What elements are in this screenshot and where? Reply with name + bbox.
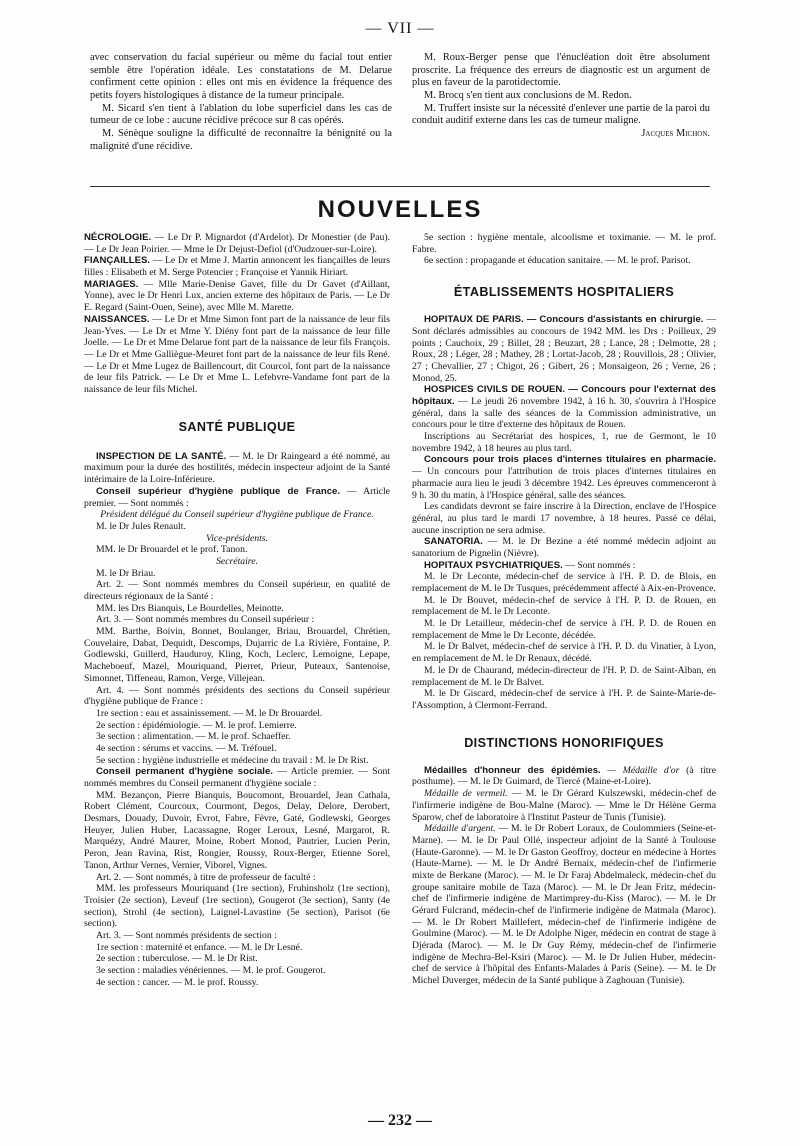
appointment-line: M. le Dr Balvet, médecin-chef de service à l'H. P. D. du Vinatier, à Lyon, en remplacement de M. le Dr Renaux, décédé. [412,641,716,665]
permanent-names: MM. Bezançon, Pierre Bianquis, Boucomont, Brouardel, Jean Cathala, Robert Clément, Courcoux, Courmont, Degos, Delay, Delore, Derobert, Desmars, Douady, Duvoir, Evrot, Fabre, Fèvre, Gaté, Godlewski, Georges Heuyer, Julien Huber, Lacassagne, Roger Leroux, Lesné, Margarot, R. Marquézy, André Maurer, Moine, Robert Monod, Pautrier, Lucien Perin, Peron, Jean Ravina, Rist, Rongier, Roussy, Roux-Berger, Etienne Sorel, Tanon, Arthur Vernes, Vernier, Viborel, Vignes. [84,789,390,871]
argent-text: — M. le Dr Robert Loraux, de Coulommiers (Seine-et-Marne). — M. le Dr Paul Ollé, inspecteur adjoint de la Santé à Toulouse (Haute-Garonne). — M. le Dr Gaston Geoffroy, docteur en médecine à Hortes (Haute-Marne). — M. le Dr André Bernaix, médecin-chef de l'infirmerie mixte de Berkane (Maroc). — M. le Dr Faraj Abdelmaleck, médecin-chef du groupe sanitaire mobile de Taza (Maroc). — M. le Dr Jean Fritz, médecin-chef de l'infirmerie indigène de Martimprey-du-Kiss (Maroc). — M. le Dr Gérard Fulcrand, médecin-chef de l'infirmerie indigène de Matmala (Maroc). — M. le Dr Robert Maillefert, médecin-chef de l'infirmerie indigène de Goulmine (Maroc). — M. le Dr Adolphe Niger, médecin en contrat de stage à Djérada (Maroc). — M. le Dr Guy Rémy, médecin-chef de l'infirmerie indigène de Mechra-Bel-Ksiri (Maroc). — M. le Dr Julien Huber, médecin-chef de service à l'hôpital des Enfants-Malades à Paris (Seine). — M. le Dr Michel Duverger, médecin de la Santé publique à Zaghouan (Tunisie). [412,823,717,987]
rouen-inscriptions: Inscriptions au Secrétariat des hospices, 1, rue de Germont, le 10 novembre 1942, à 18 heures au plus tard. [412,431,716,454]
permanent-article-2: Art. 2. — Sont nommés, à titre de professeur de faculté : [96,871,316,883]
permanent-article-3: Art. 3. — Sont nommés présidents de section : [96,929,277,941]
top-left-paragraph: M. Sénèque souligne la difficulté de reconnaître la bénignité ou la malignité d'une récidive. [90,128,392,152]
psychiatriques-heading: HOPITAUX PSYCHIATRIQUES. [424,559,563,571]
page-number: — 232 — [368,1112,432,1129]
fiancailles-text: — Le Dr et Mme J. Martin annoncent les fiançailles de leurs filles : Elisabeth et M. Serge Potencier ; Françoise et Yannik Hiriart. [84,255,390,279]
vermeil-heading: Médaille de vermeil. [424,788,508,800]
appointment-line: M. le Dr Giscard, médecin-chef de service à l'H. P. de Sainte-Marie-de-l'Assomption, à Clermont-Ferrand. [412,688,716,711]
president-name: M. le Dr Jules Renault. [96,520,186,532]
hopitaux-paris-text: — Sont déclarés admissibles au concours de 1942 MM. les Drs : Poilleux, 29 points ; Cauchoix, 29 ; Billet, 28 ; Beuzart, 28 ; Lance, 28 ; Delmotte, 28 ; Roux, 28 ; Léger, 28 ; Mathey, 28 ; Lortat-Jacob, 28 ; Rouvillois, 28 ; Olivier, 27 ; Chevallier, 27 ; Chigot, 26 ; Gibert, 26 ; Monsaigeon, 26 ; Verne, 26 ; Monod, 25. [412,314,717,384]
section-line: 5e section : hygiène mentale, alcoolisme et toximanie. — M. le prof. Fabre. [412,232,716,255]
hopitaux-paris-heading: HOPITAUX DE PARIS. — Concours d'assistants en chirurgie. [424,314,704,326]
section-line: 3e section : alimentation. — M. le prof. Schaeffer. [96,731,291,743]
medailles-heading: Médailles d'honneur des épidémies. [424,764,601,776]
vice-presidents-names: MM. le Dr Brouardel et le prof. Tanon. [96,544,248,556]
section-line: 5e section : hygiène industrielle et médecine du travail : M. le Dr Rist. [96,754,369,766]
top-left-column [90,52,392,154]
etablissements-title: ÉTABLISSEMENTS HOSPITALIERS [453,285,675,300]
president-title: Président délégué du Conseil supérieur d'hygiène publique de France. [100,509,374,521]
permanent-heading: Conseil permanent d'hygiène sociale. [96,766,273,778]
appointment-line: M. le Dr Leconte, médecin-chef de service à l'H. P. D. de Blois, en remplacement de M. le Dr Tusques, précédemment affecté à Aix-en-Provence. [412,571,716,595]
psychiatriques-text: — Sont nommés : [562,559,636,571]
page-header-number: — VII — [365,20,435,37]
appointment-line: M. le Dr de Chaurand, médecin-directeur de l'H. P. D. de Saint-Alban, en remplacement de M. le Dr Balvet. [412,664,716,688]
top-left-paragraph: avec conservation du facial supérieur ou même du facial tout entier semble être l'opération idéale. Les constatations de M. Delarue confirment cette opinion : elles ont mis en évidence la fréquence des petits foyers histologiques à distance de la tumeur principale. [90,52,392,102]
concours-heading: Concours pour trois places d'internes titulaires en pharmacie. [424,454,716,466]
sanatoria-text: — M. le Dr Bezine a été nommé médecin adjoint au sanatorium de Pignelin (Nièvre). [412,536,716,559]
concours-text: — Un concours pour l'attribution de trois places d'internes titulaires en pharmacie aura lieu le jeudi 3 décembre 1942. Les épreuves commenceront à 9 h. 30 du matin, à l'Hospice général, salle des séances. [412,466,716,501]
section-line: 4e section : sérums et vaccins. — M. Tréfouel. [96,742,277,754]
author-signature: Jacques Michon. [641,128,710,140]
page-title: NOUVELLES [317,196,483,223]
section-divider [90,186,710,187]
conseil-heading: Conseil supérieur d'hygiène publique de France. [96,485,341,497]
article-4: Art. 4. — Sont nommés présidents des sections du Conseil supérieur d'hygiène publique de France : [84,684,390,708]
article-3-names: MM. Barthe, Boivin, Bonnet, Boulanger, Briau, Brouardel, Chrétien, Couvelaire, Dabat, Dequidt, Descomps, Dujarric de La Rivière, Fontaine, P. Godlewski, Guillerd, Hauduroy, Kling, Koch, Leclerc, Lemoigne, Lepape, Macheboeuf, Mazel, Mouriquand, Pierret, Prieur, Puteaux, Santenoise, Simonnet, Tiffeneau, Ramon, Verge, Villejean. [84,626,390,684]
medaille-or-text: (à titre posthume). — M. le Dr Guimard, de Tiercé (Maine-et-Loire). [412,764,716,788]
naissances-heading: NAISSANCES. [84,313,150,325]
section-line: 6e section : propagande et éducation sanitaire. — M. le prof. Parisot. [424,255,691,267]
article-2-names: MM. les Drs Bianquis, Le Bourdelles, Meinotte. [96,602,284,614]
appointment-line: M. le Dr Bouvet, médecin-chef de service à l'H. P. D. de Rouen, en remplacement de M. le Dr Leconte. [412,594,716,618]
permanent-article-2-names: MM. les professeurs Mouriquand (1re section), Fruhinsholz (1re section), Troisier (2e section), Leveuf (1re section), Gougerot (3e section), Santy (4e section), Strohl (4e section), Laignel-Lavastine (5e section), Parisot (6e section). [84,883,390,930]
concours-candidats: Les candidats devront se faire inscrire à la Direction, enclave de l'Hospice général, au plus tard le mardi 17 novembre, à 18 heures. Passé ce délai, aucune inscription ne sera admise. [412,501,716,536]
left-column [84,232,390,988]
necrologie-heading: NÉCROLOGIE. [84,232,152,243]
rouen-text: — Le jeudi 26 novembre 1942, à 16 h. 30, s'ouvrira à l'Hospice général, dans la salle des séances de la Commission administrative, un concours pour le titre d'externe des hôpitaux de Rouen. [412,396,716,431]
sanatoria-heading: SANATORIA. [424,536,483,548]
article-2: Art. 2. — Sont nommés membres du Conseil supérieur, en qualité de directeurs régionaux de la Santé : [84,579,390,603]
naissances-text: — Le Dr et Mme Simon font part de la naissance de leur fils Jean-Yves. — Le Dr et Mme Y. Diény font part de la naissance de leur fille Joelle. — Le Dr et Mme Delarue font part de la naissance de leur fils François. — Le Dr et Mme Galliègue-Meuret font part de la naissance de leur fils René. — Le Dr et Mme Lugez de Baillencourt, dit Courcol, font part de la naissance de leur fils Patrick. — Le Dr et Mme L. Lefebvre-Vandame font part de la naissance de leur fils Michel. [84,313,390,395]
section-line: 2e section : épidémiologie. — M. le prof. Lemierre. [96,719,297,731]
top-right-column [412,52,710,141]
article-3: Art. 3. — Sont nommés membres du Conseil supérieur : [96,614,315,626]
medaille-or-label: — Médaille d'or [600,764,680,776]
top-right-paragraph: M. Roux-Berger pense que l'énucléation doit être absolument proscrite. La fréquence des erreurs de diagnostic est un argument de plus en faveur de la parotidectomie. [412,52,710,89]
section-line: 2e section : tuberculose. — M. le Dr Rist. [96,953,258,965]
section-line: 4e section : cancer. — M. le prof. Roussy. [96,976,259,988]
mariages-heading: MARIAGES. [84,278,139,290]
appointment-line: M. le Dr Letailleur, médecin-chef de service à l'H. P. D. de Rouen en remplacement de Mme le Dr Leconte, décédée. [412,618,716,641]
vice-presidents-title: Vice-présidents. [206,532,268,544]
permanent-text: — Article premier. — Sont nommés membres du Conseil permanent d'hygiène sociale : [84,766,390,790]
conseil-text: — Article premier. — Sont nommés : [84,485,390,509]
inspection-text: — M. le Dr Raingeard a été nommé, au maximum pour la durée des hostilités, médecin inspecteur adjoint de la Santé intérimaire de la Loire-Inférieure. [84,450,390,486]
sante-publique-title: SANTÉ PUBLIQUE [178,419,296,434]
right-column [412,232,716,987]
top-right-paragraph: M. Truffert insiste sur la nécessité d'enlever une partie de la paroi du conduit auditif externe dans les cas de tumeur maligne. [412,102,710,127]
section-line: 1re section : maternité et enfance. — M. le Dr Lesné. [96,941,303,953]
fiancailles-heading: FIANÇAILLES. [84,255,151,267]
top-right-paragraph: M. Brocq s'en tient aux conclusions de M. Redon. [424,90,632,102]
section-line: 3e section : maladies vénériennes. — M. le prof. Gougerot. [96,965,326,977]
inspection-heading: INSPECTION DE LA SANTÉ. [96,450,227,462]
mariages-text: — Mlle Marie-Denise Gavet, fille du Dr Gavet (d'Aillant, Yonne), avec le Dr Henri Lux, ancien externe des hôpitaux de Paris. — Le Dr E. Regard (Saint-Ouen, Seine), avec Mlle M. Marette. [84,278,390,314]
top-left-paragraph: M. Sicard s'en tient à l'ablation du lobe superficiel dans les cas de tumeur de ce lobe : aucune récidive précoce sur 8 cas opérés. [90,102,392,127]
necrologie-text: — Le Dr P. Mignardot (d'Ardelot). Dr Monestier (de Pau). — Le Dr Jean Poirier. — Mme le Dr Dejust-Defiol (d'Oudzouer-sur-Loire). [84,232,390,255]
rouen-heading: HOSPICES CIVILS DE ROUEN. — Concours pour l'externat des hôpitaux. [412,384,716,408]
secretary-title: Secrétaire. [216,555,258,567]
argent-heading: Médaille d'argent. [424,823,496,835]
secretary-name: M. le Dr Briau. [96,567,156,579]
vermeil-text: — M. le Dr Gérard Kulszewski, médecin-chef de l'infirmerie indigène de Bou-Malne (Maroc). — Mme le Dr Hélène Germa Sparow, chef de laboratoire à l'Institut Pasteur de Tunis (Tunisie). [412,788,716,823]
distinctions-title: DISTINCTIONS HONORIFIQUES [464,735,664,750]
section-line: 1re section : eau et assainissement. — M. le Dr Brouardel. [96,707,323,719]
